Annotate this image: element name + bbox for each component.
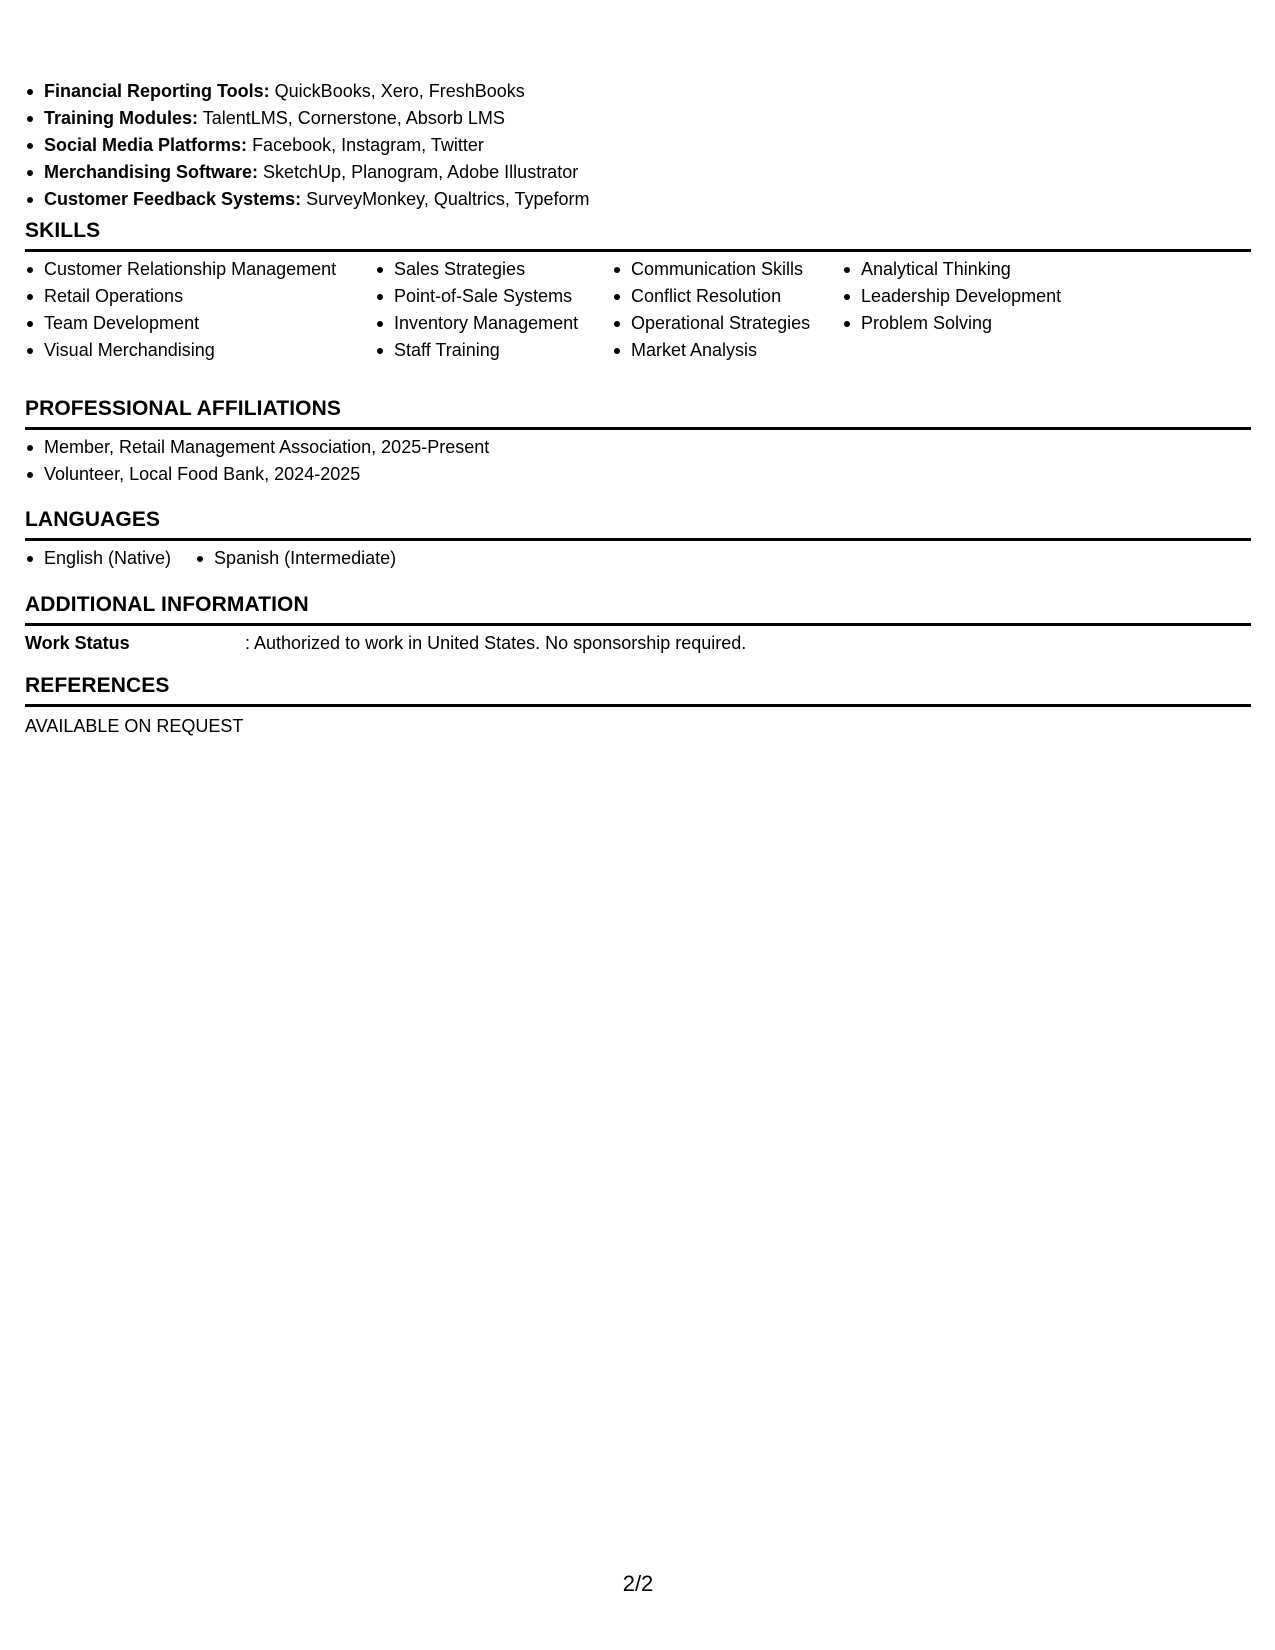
section-divider — [25, 427, 1251, 430]
skill-item: Retail Operations — [25, 283, 375, 310]
affiliation-item: Member, Retail Management Association, 2025-Present — [25, 434, 1251, 461]
skill-item: Visual Merchandising — [25, 337, 375, 364]
tool-value: TalentLMS, Cornerstone, Absorb LMS — [198, 108, 505, 128]
tool-label: Social Media Platforms: — [44, 135, 248, 155]
skill-item: Sales Strategies — [375, 256, 612, 283]
work-status-label: Work Status — [25, 633, 130, 653]
tool-value: SurveyMonkey, Qualtrics, Typeform — [301, 189, 590, 209]
skill-item: Point-of-Sale Systems — [375, 283, 612, 310]
section-divider — [25, 623, 1251, 626]
skill-item: Inventory Management — [375, 310, 612, 337]
language-item: Spanish (Intermediate) — [195, 545, 396, 572]
skills-column-3 — [612, 256, 842, 364]
tool-value: SketchUp, Planogram, Adobe Illustrator — [258, 162, 579, 182]
skill-item: Customer Relationship Management — [25, 256, 375, 283]
resume-page — [25, 0, 1251, 1650]
skills-section — [25, 219, 1251, 364]
skill-item: Problem Solving — [842, 310, 1082, 337]
tool-value: QuickBooks, Xero, FreshBooks — [269, 81, 525, 101]
languages-section — [25, 508, 1251, 572]
tool-item-customer-feedback — [25, 186, 590, 213]
skill-item: Team Development — [25, 310, 375, 337]
work-status-value: : Authorized to work in United States. No sponsorship required. — [245, 633, 747, 653]
tool-label: Customer Feedback Systems: — [44, 189, 302, 209]
page-number: 2/2 — [622, 1571, 654, 1596]
section-divider — [25, 538, 1251, 541]
tool-item-financial-reporting — [25, 78, 590, 105]
tool-item-training-modules — [25, 105, 590, 132]
skill-item: Leadership Development — [842, 283, 1082, 310]
references-section — [25, 674, 1251, 740]
tool-label: Training Modules: — [44, 108, 199, 128]
languages-list — [25, 545, 1251, 572]
skill-item: Market Analysis — [612, 337, 842, 364]
language-item: English (Native) — [25, 545, 171, 572]
skills-column-2 — [375, 256, 612, 364]
tool-label: Financial Reporting Tools: — [44, 81, 270, 101]
affiliations-section — [25, 397, 1251, 488]
affiliations-list — [25, 434, 1251, 488]
skill-item: Analytical Thinking — [842, 256, 1082, 283]
section-title-additional-info: ADDITIONAL INFORMATION — [25, 593, 309, 616]
tools-list — [25, 78, 590, 213]
skill-item: Operational Strategies — [612, 310, 842, 337]
skills-column-4 — [842, 256, 1082, 364]
section-title-affiliations: PROFESSIONAL AFFILIATIONS — [25, 397, 341, 420]
section-title-languages: LANGUAGES — [25, 508, 161, 531]
section-title-references: REFERENCES — [25, 674, 170, 697]
tool-item-merchandising-software — [25, 159, 590, 186]
tool-item-social-media — [25, 132, 590, 159]
affiliation-item: Volunteer, Local Food Bank, 2024-2025 — [25, 461, 1251, 488]
skill-item: Conflict Resolution — [612, 283, 842, 310]
additional-info-section — [25, 593, 1251, 657]
work-status-row — [25, 630, 1251, 657]
skills-grid — [25, 256, 1251, 364]
section-title-skills: SKILLS — [25, 219, 101, 242]
tool-value: Facebook, Instagram, Twitter — [247, 135, 484, 155]
section-divider — [25, 704, 1251, 707]
skill-item: Staff Training — [375, 337, 612, 364]
skill-item: Communication Skills — [612, 256, 842, 283]
section-divider — [25, 249, 1251, 252]
tool-label: Merchandising Software: — [44, 162, 259, 182]
skills-column-1 — [25, 256, 375, 364]
references-text: AVAILABLE ON REQUEST — [25, 716, 244, 736]
